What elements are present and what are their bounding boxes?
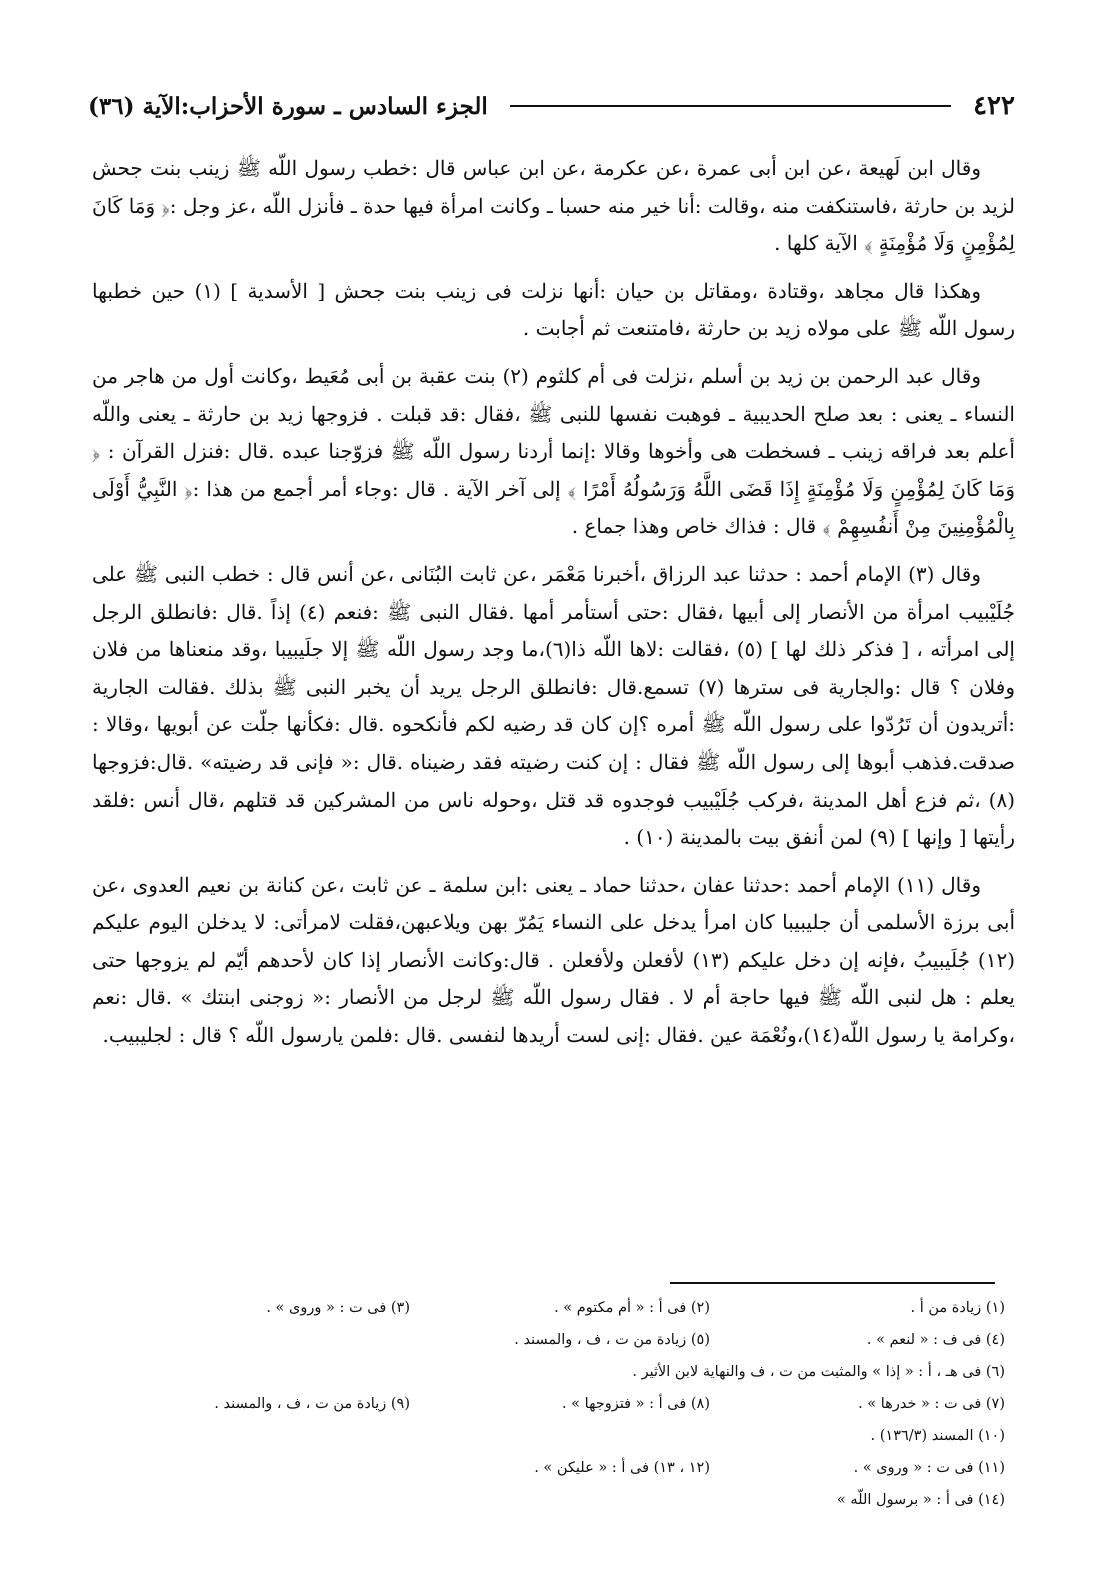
header-rule [510, 105, 951, 107]
footnote-row [100, 1324, 1005, 1356]
footnote-3: (٣) فى ت : « وروى » . [266, 1300, 410, 1316]
footnote-row [100, 1388, 1005, 1420]
footnote-8: (٨) فى أ : « فتزوجها » . [561, 1396, 710, 1412]
footnote-1: (١) زيادة من أ . [910, 1300, 1005, 1316]
running-head: الجزء السادس ـ سورة الأحزاب:الآية (٣٦) [88, 92, 488, 120]
paragraph-3: وقال عبد الرحمن بن زيد بن أسلم ،نزلت فى أم كلثوم (٢) بنت عقبة بن أبى مُعَيط ،وكانت أول من هاجر من النساء ـ يعنى : بعد صلح الحديبية ـ فوهبت نفسها للنبى ﷺ ،فقال :قد قبلت . فزوجها زيد بن حارثة ـ يعنى واللّه أعلم بعد فراقه زينب ـ فسخطت هى وأخوها وقالا :إنما أردنا رسول اللّه ﷺ فزوّجنا عبده .قال :فنزل القرآن : ﴿ وَمَا كَانَ لِمُؤْمِنٍ وَلَا مُؤْمِنَةٍ إِذَا قَضَى اللَّهُ وَرَسُولُهُ أَمْرًا ﴾ إلى آخر الآية . قال :وجاء أمر أجمع من هذا :﴿ النَّبِيُّ أَوْلَى بِالْمُؤْمِنِينَ مِنْ أَنفُسِهِمْ ﴾ قال : فذاك خاص وهذا جماع . [92, 363, 1015, 539]
footnote-7: (٧) فى ت : « خدرها » . [858, 1396, 1005, 1412]
footnote-5: (٥) زيادة من ت ، ف ، والمسند . [514, 1332, 710, 1348]
footnote-6: (٦) فى هـ ، أ : « إذا » والمثبت من ت ، ف والنهاية لابن الأثير . [632, 1364, 1005, 1380]
footnote-row [100, 1452, 1005, 1484]
footnote-row [100, 1292, 1005, 1324]
footnote-2: (٢) فى أ : « أم مكتوم » . [554, 1300, 710, 1316]
footnote-4: (٤) فى ف : « لنعم » . [866, 1332, 1005, 1348]
page-header [88, 88, 1015, 124]
footnote-11: (١١) فى ت : « وروى » . [853, 1460, 1005, 1476]
footnote-9: (٩) زيادة من ت ، ف ، والمسند . [214, 1396, 410, 1412]
paragraph-4: وقال (٣) الإمام أحمد : حدثنا عبد الرزاق ،أخبرنا مَعْمَر ،عن ثابت البُنَانى ،عن أنس قال : خطب النبى ﷺ على جُلَيْبيب امرأة من الأنصار إلى أبيها ،فقال :حتى أستأمر أمها .فقال النبى ﷺ :فنعم (٤) إذاً .قال :فانطلق الرجل إلى امرأته ، [ فذكر ذلك لها ] (٥) ،فقالت :لاها اللّه ذا(٦)،ما وجد رسول اللّه ﷺ إلا جلَيبيبا ،وقد منعناها من فلان وفلان ؟ قال :والجارية فى سترها (٧) تسمع.قال :فانطلق الرجل يريد أن يخبر النبى ﷺ بذلك .فقالت الجارية :أتريدون أن تَرُدّوا على رسول اللّه ﷺ أمره ؟إن كان قد رضيه لكم فأنكحوه .قال :فكأنها جلّت عن أبويها ،وقالا : صدقت.فذهب أبوها إلى رسول اللّه ﷺ فقال : إن كنت رضيته فقد رضيناه .قال :« فإنى قد رضيته» .قال:فزوجها (٨) ،ثم فزع أهل المدينة ،فركب جُلَيْبيب فوجدوه قد قتل ،وحوله ناس من المشركين قد قتلهم ،قال أنس :فلقد رأيتها [ وإنها ] (٩) لمن أنفق بيت بالمدينة (١٠) . [92, 561, 1016, 850]
paragraph-2: وهكذا قال مجاهد ،وقتادة ،ومقاتل بن حيان :أنها نزلت فى زينب بنت جحش [ الأسدية ] (١) حين خطبها رسول اللّه ﷺ على مولاه زيد بن حارثة ،فامتنعت ثم أجابت . [92, 278, 1015, 341]
page-number: ٤٢٢ [973, 91, 1015, 121]
footnote-row [100, 1420, 1005, 1452]
footnote-14: (١٤) فى أ : « برسول اللّه » [836, 1492, 1005, 1508]
footnote-12-13: (١٢ ، ١٣) فى أ : « عليكن » . [534, 1460, 710, 1476]
paragraph-1: وقال ابن لَهيعة ،عن ابن أبى عمرة ،عن عكرمة ،عن ابن عباس قال :خطب رسول اللّه ﷺ زينب بنت جحش لزيد بن حارثة ،فاستنكفت منه ،وقالت :أنا خير منه حسبا ـ وكانت امرأة فيها حدة ـ فأنزل اللّه ،عز وجل :﴿ وَمَا كَانَ لِمُؤْمِنٍ وَلَا مُؤْمِنَةٍ ﴾ الآية كلها . [92, 156, 1015, 256]
footnotes [100, 1292, 1005, 1516]
footnote-row [100, 1356, 1005, 1388]
footnote-rule [670, 1282, 995, 1284]
footnote-row [100, 1484, 1005, 1516]
body-text [92, 150, 1015, 1065]
footnote-10: (١٠) المسند (١٣٦/٣) . [870, 1428, 1005, 1444]
paragraph-5: وقال (١١) الإمام أحمد :حدثنا عفان ،حدثنا حماد ـ يعنى :ابن سلمة ـ عن ثابت ،عن كنانة بن نعيم العدوى ،عن أبى برزة الأسلمى أن جليبيبا كان امرأ يدخل على النساء يَمُرّ بهن ويلاعبهن،فقلت لامرأتى: لا يدخلن اليوم عليكم (١٢) جُلَيبيبُ ،فإنه إن دخل عليكم (١٣) لأفعلن ولأفعلن . قال:وكانت الأنصار إذا كان لأحدهم أيّم لم يزوجها حتى يعلم : هل لنبى اللّه ﷺ فيها حاجة أم لا . فقال رسول اللّه ﷺ لرجل من الأنصار :« زوجنى ابنتك » .قال :نعم ،وكرامة يا رسول اللّه(١٤)،ونُعْمَة عين .فقال :إنى لست أريدها لنفسى .قال :فلمن يارسول اللّه ؟ قال : لجليبيب. [92, 872, 1015, 1048]
